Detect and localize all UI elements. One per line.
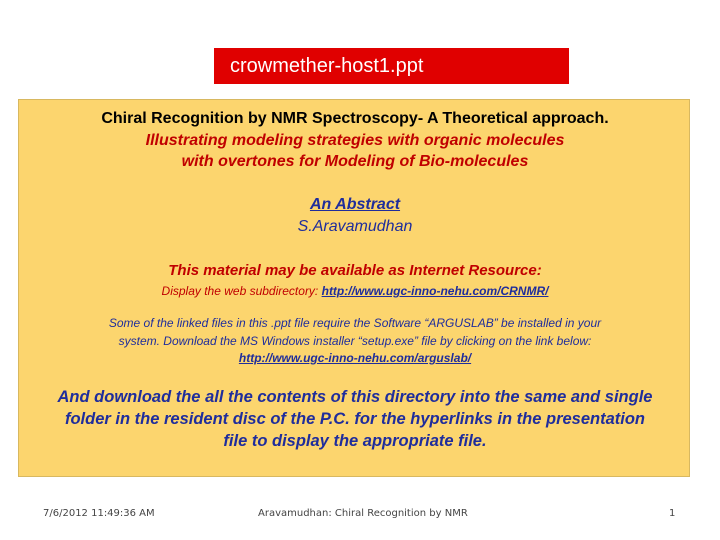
slide-title-box	[214, 48, 569, 84]
crnmr-link[interactable]: http://www.ugc-inno-nehu.com/CRNMR/	[321, 284, 549, 298]
author-name: S.Aravamudhan	[297, 218, 413, 235]
slide-number: 1	[669, 508, 676, 519]
availability-text: This material may be available as Internet Resource:	[168, 262, 542, 279]
download-line-1: And download the all the contents of this directory into the same and single	[57, 388, 653, 406]
content-panel	[18, 99, 690, 477]
display-line	[19, 284, 691, 298]
slide-title: crowmether-host1.ppt	[230, 55, 424, 77]
note-line-2: system. Download the MS Windows installer “setup.exe” file by clicking on the link below:	[118, 334, 592, 348]
footer-title: Aravamudhan: Chiral Recognition by NMR	[258, 508, 468, 519]
subtitle-line-1: Illustrating modeling strategies with organic molecules	[145, 132, 565, 149]
download-line-2: folder in the resident disc of the P.C. for the hyperlinks in the presentation	[64, 410, 646, 428]
subtitle-line-2: with overtones for Modeling of Bio-molecules	[181, 153, 529, 170]
download-line-3: file to display the appropriate file.	[223, 432, 487, 450]
arguslab-link[interactable]: http://www.ugc-inno-nehu.com/arguslab/	[238, 351, 472, 365]
display-prefix: Display the web subdirectory:	[161, 284, 322, 298]
heading: Chiral Recognition by NMR Spectroscopy- A Theoretical approach.	[101, 110, 609, 127]
footer-date: 7/6/2012 11:49:36 AM	[43, 508, 155, 519]
abstract-link[interactable]: An Abstract	[309, 196, 401, 213]
note-line-1: Some of the linked files in this .ppt file require the Software “ARGUSLAB” be installed in your	[108, 316, 602, 330]
